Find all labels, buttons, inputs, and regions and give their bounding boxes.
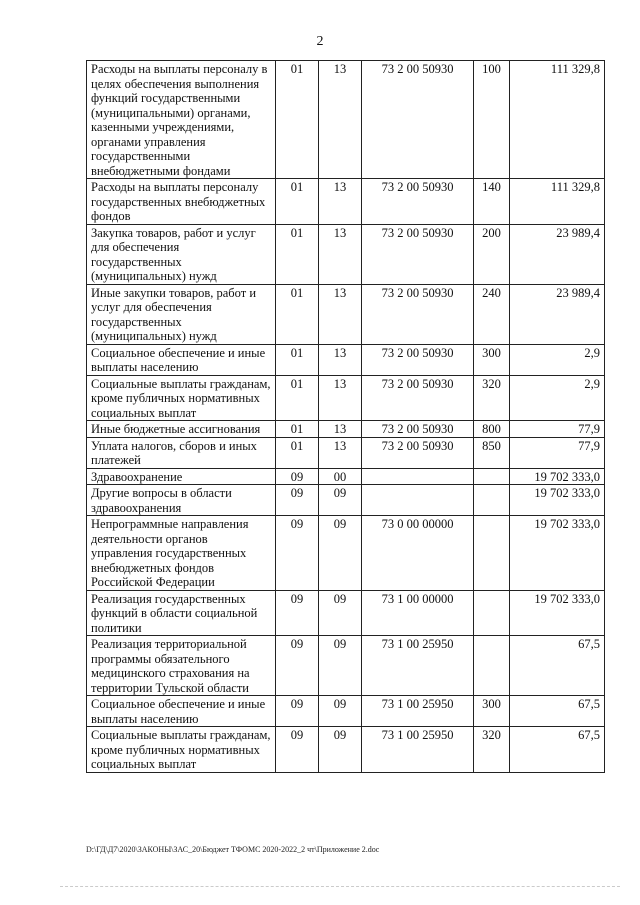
file-path-footer: D:\ГД\Д7\2020\ЗАКОНЫ\ЗАС_20\Бюджет ТФОМС 2020-2022_2 чт\Приложение 2.doc [86, 845, 380, 854]
target-article-cell: 73 2 00 50930 [362, 421, 474, 438]
subsection-code-cell: 13 [319, 375, 362, 421]
amount-cell: 19 702 333,0 [510, 485, 605, 516]
section-code-cell: 09 [276, 516, 319, 591]
target-article-cell: 73 2 00 50930 [362, 61, 474, 179]
row-name-cell: Расходы на выплаты персоналу государственных внебюджетных фондов [87, 179, 276, 225]
row-name-cell: Закупка товаров, работ и услуг для обеспечения государственных (муниципальных) нужд [87, 224, 276, 284]
subsection-code-cell: 13 [319, 284, 362, 344]
subsection-code-cell: 13 [319, 437, 362, 468]
subsection-code-cell: 13 [319, 344, 362, 375]
expense-type-cell: 100 [474, 61, 510, 179]
expense-type-cell: 200 [474, 224, 510, 284]
expense-type-cell: 240 [474, 284, 510, 344]
budget-table [86, 60, 605, 773]
amount-cell: 77,9 [510, 437, 605, 468]
expense-type-cell: 140 [474, 179, 510, 225]
amount-cell: 111 329,8 [510, 179, 605, 225]
expense-type-cell: 850 [474, 437, 510, 468]
subsection-code-cell: 09 [319, 727, 362, 773]
row-name-cell: Иные бюджетные ассигнования [87, 421, 276, 438]
table-row [87, 61, 605, 179]
row-name-cell: Социальные выплаты гражданам, кроме публичных нормативных социальных выплат [87, 375, 276, 421]
amount-cell: 19 702 333,0 [510, 590, 605, 636]
row-name-cell: Другие вопросы в области здравоохранения [87, 485, 276, 516]
target-article-cell [362, 485, 474, 516]
amount-cell: 67,5 [510, 696, 605, 727]
target-article-cell: 73 2 00 50930 [362, 179, 474, 225]
expense-type-cell [474, 516, 510, 591]
table-row [87, 437, 605, 468]
row-name-cell: Расходы на выплаты персоналу в целях обеспечения выполнения функций государственными (муниципальными) органами, казенными учреждениями, органами управления государственными внебюджетными фондами [87, 61, 276, 179]
row-name-cell: Социальное обеспечение и иные выплаты населению [87, 344, 276, 375]
table-row [87, 636, 605, 696]
target-article-cell: 73 2 00 50930 [362, 224, 474, 284]
table-row [87, 421, 605, 438]
section-code-cell: 09 [276, 636, 319, 696]
section-code-cell: 09 [276, 485, 319, 516]
section-code-cell: 01 [276, 61, 319, 179]
section-code-cell: 01 [276, 437, 319, 468]
amount-cell: 67,5 [510, 727, 605, 773]
expense-type-cell: 320 [474, 727, 510, 773]
row-name-cell: Иные закупки товаров, работ и услуг для обеспечения государственных (муниципальных) нужд [87, 284, 276, 344]
subsection-code-cell: 09 [319, 485, 362, 516]
row-name-cell: Реализация государственных функций в области социальной политики [87, 590, 276, 636]
expense-type-cell [474, 468, 510, 485]
target-article-cell [362, 468, 474, 485]
amount-cell: 111 329,8 [510, 61, 605, 179]
table-row [87, 375, 605, 421]
expense-type-cell [474, 485, 510, 516]
row-name-cell: Непрограммные направления деятельности органов управления государственных внебюджетных фондов Российской Федерации [87, 516, 276, 591]
subsection-code-cell: 09 [319, 516, 362, 591]
table-row [87, 344, 605, 375]
section-code-cell: 01 [276, 224, 319, 284]
section-code-cell: 01 [276, 344, 319, 375]
expense-type-cell: 300 [474, 344, 510, 375]
table-row [87, 179, 605, 225]
table-row [87, 516, 605, 591]
table-row [87, 727, 605, 773]
target-article-cell: 73 2 00 50930 [362, 344, 474, 375]
target-article-cell: 73 2 00 50930 [362, 284, 474, 344]
expense-type-cell: 320 [474, 375, 510, 421]
section-code-cell: 01 [276, 375, 319, 421]
amount-cell: 2,9 [510, 344, 605, 375]
section-code-cell: 01 [276, 284, 319, 344]
scan-artifact-line [60, 886, 620, 889]
page-number: 2 [316, 34, 324, 49]
expense-type-cell [474, 590, 510, 636]
subsection-code-cell: 13 [319, 421, 362, 438]
table-row [87, 284, 605, 344]
section-code-cell: 09 [276, 696, 319, 727]
amount-cell: 19 702 333,0 [510, 516, 605, 591]
target-article-cell: 73 1 00 25950 [362, 696, 474, 727]
table-row [87, 485, 605, 516]
expense-type-cell: 800 [474, 421, 510, 438]
expense-type-cell [474, 636, 510, 696]
amount-cell: 67,5 [510, 636, 605, 696]
subsection-code-cell: 09 [319, 636, 362, 696]
target-article-cell: 73 1 00 00000 [362, 590, 474, 636]
target-article-cell: 73 2 00 50930 [362, 437, 474, 468]
row-name-cell: Социальные выплаты гражданам, кроме публичных нормативных социальных выплат [87, 727, 276, 773]
section-code-cell: 09 [276, 727, 319, 773]
subsection-code-cell: 00 [319, 468, 362, 485]
row-name-cell: Уплата налогов, сборов и иных платежей [87, 437, 276, 468]
amount-cell: 23 989,4 [510, 224, 605, 284]
amount-cell: 77,9 [510, 421, 605, 438]
amount-cell: 23 989,4 [510, 284, 605, 344]
subsection-code-cell: 09 [319, 696, 362, 727]
subsection-code-cell: 09 [319, 590, 362, 636]
target-article-cell: 73 1 00 25950 [362, 727, 474, 773]
section-code-cell: 09 [276, 590, 319, 636]
expense-type-cell: 300 [474, 696, 510, 727]
amount-cell: 2,9 [510, 375, 605, 421]
amount-cell: 19 702 333,0 [510, 468, 605, 485]
section-code-cell: 09 [276, 468, 319, 485]
section-code-cell: 01 [276, 421, 319, 438]
row-name-cell: Реализация территориальной программы обязательного медицинского страхования на территории Тульской области [87, 636, 276, 696]
table-row [87, 696, 605, 727]
subsection-code-cell: 13 [319, 61, 362, 179]
target-article-cell: 73 1 00 25950 [362, 636, 474, 696]
subsection-code-cell: 13 [319, 179, 362, 225]
row-name-cell: Социальное обеспечение и иные выплаты населению [87, 696, 276, 727]
subsection-code-cell: 13 [319, 224, 362, 284]
row-name-cell: Здравоохранение [87, 468, 276, 485]
table-row [87, 468, 605, 485]
target-article-cell: 73 0 00 00000 [362, 516, 474, 591]
target-article-cell: 73 2 00 50930 [362, 375, 474, 421]
section-code-cell: 01 [276, 179, 319, 225]
table-row [87, 224, 605, 284]
table-row [87, 590, 605, 636]
